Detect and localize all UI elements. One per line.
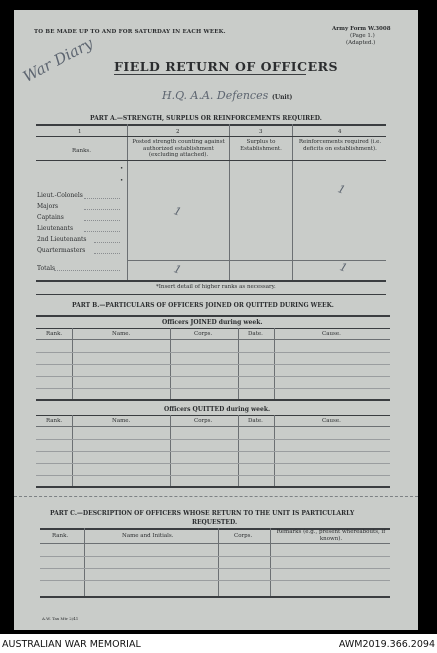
form-page	[14, 10, 418, 630]
quitted-title: Officers QUITTED during week.	[164, 406, 271, 413]
part-c-col-rank: Rank.	[52, 533, 69, 539]
dotted-leader	[84, 220, 120, 221]
printer-note: A.W. Tax Mtr 2/41	[42, 616, 79, 621]
perforation-line	[14, 496, 418, 497]
joined-table	[36, 328, 390, 400]
part-a-rule-top	[36, 124, 386, 126]
joined-col-name: Name.	[112, 331, 131, 337]
part-a-col-rule	[292, 124, 293, 280]
handwritten-war-diary: War Diary	[20, 34, 96, 86]
rank-lieut-colonels: Lieut.-Colonels	[37, 192, 83, 199]
part-c-col-corps: Corps.	[234, 533, 253, 539]
joined-title: Officers JOINED during week.	[162, 319, 263, 326]
dotted-leader	[84, 231, 120, 232]
col-number-3: 3	[259, 129, 263, 135]
totals-label: Totals	[37, 265, 56, 272]
unit-name-handwritten: H.Q. A.A. Defences	[162, 89, 269, 102]
dotted-leader	[84, 209, 120, 210]
part-c-col-remarks: Remarks (e.g., present whereabouts, if known).	[276, 529, 386, 542]
rank-lieutenants: Lieutenants	[37, 225, 74, 232]
asterisk-mark: •	[120, 178, 124, 184]
joined-col-date: Date.	[248, 331, 263, 337]
mark-reinforcements-lieut-colonels: 1	[335, 182, 348, 197]
part-b-rule	[36, 315, 390, 317]
dotted-leader	[94, 242, 120, 243]
part-a-title: PART A.—STRENGTH, SURPLUS OR REINFORCEMENTS REQUIRED.	[90, 115, 322, 122]
form-adapted: (Adapted.)	[346, 40, 376, 46]
joined-col-rank: Rank.	[46, 331, 63, 337]
rank-majors: Majors	[37, 203, 59, 210]
title-underline	[114, 74, 306, 75]
part-c-col-name: Name and Initials.	[122, 533, 174, 539]
dotted-leader	[84, 198, 120, 199]
page-title: FIELD RETURN OF OFFICERS	[114, 59, 339, 74]
part-a-footnote-rule	[36, 294, 386, 295]
part-c-table	[40, 528, 390, 598]
rank-captains: Captains	[37, 214, 64, 221]
mark-posted-totals: 1	[171, 262, 184, 277]
quitted-col-corps: Corps.	[194, 418, 213, 424]
quitted-col-name: Name.	[112, 418, 131, 424]
col-header-surplus: Surplus to Establishment.	[240, 139, 282, 152]
form-number: Army Form W.3008	[332, 26, 391, 32]
quitted-col-rank: Rank.	[46, 418, 63, 424]
footer-institution: AUSTRALIAN WAR MEMORIAL	[2, 639, 141, 650]
col-number-2: 2	[176, 129, 180, 135]
col-header-reinforcements: Reinforcements required (i.e. deficits on establishment).	[298, 139, 382, 152]
joined-col-cause: Cause.	[322, 331, 341, 337]
asterisk-mark: •	[120, 166, 124, 172]
archive-footer	[0, 634, 437, 653]
part-c-title-line1: PART C.—DESCRIPTION OF OFFICERS WHOSE RETURN TO THE UNIT IS PARTICULARLY	[50, 510, 355, 517]
mark-posted-captains: 1	[171, 204, 184, 219]
part-a-col-rule	[127, 124, 128, 280]
quitted-col-cause: Cause.	[322, 418, 341, 424]
mark-reinforcements-totals: 1	[337, 260, 350, 275]
col-number-rule	[36, 136, 386, 137]
unit-label: (Unit)	[272, 94, 293, 101]
form-page-number: (Page 1.)	[350, 33, 375, 39]
part-a-col-rule	[229, 124, 230, 280]
header-instruction: TO BE MADE UP TO AND FOR SATURDAY IN EACH WEEK.	[34, 29, 226, 35]
col-number-1: 1	[78, 129, 82, 135]
footer-accession-number: AWM2019.366.2094	[338, 639, 435, 650]
rank-quartermasters: Quartermasters	[37, 247, 86, 254]
dotted-leader	[94, 253, 120, 254]
part-a-rule-bottom	[36, 280, 386, 282]
part-c-title-line2: REQUESTED.	[192, 519, 238, 526]
quitted-col-date: Date.	[248, 418, 263, 424]
col-header-ranks: Ranks.	[72, 148, 91, 154]
part-a-footnote: *Insert detail of higher ranks as necessary.	[156, 284, 276, 290]
part-b-title: PART B.—PARTICULARS OF OFFICERS JOINED OR QUITTED DURING WEEK.	[72, 302, 334, 309]
rank-2nd-lieutenants: 2nd Lieutenants	[37, 236, 87, 243]
col-header-posted-strength: Posted strength counting against authorized establishment (excluding attached).	[132, 139, 225, 158]
totals-rule	[127, 260, 386, 261]
col-number-4: 4	[338, 129, 342, 135]
dotted-leader	[54, 270, 120, 271]
col-header-rule	[36, 160, 386, 161]
joined-col-corps: Corps.	[194, 331, 213, 337]
quitted-table	[36, 415, 390, 487]
